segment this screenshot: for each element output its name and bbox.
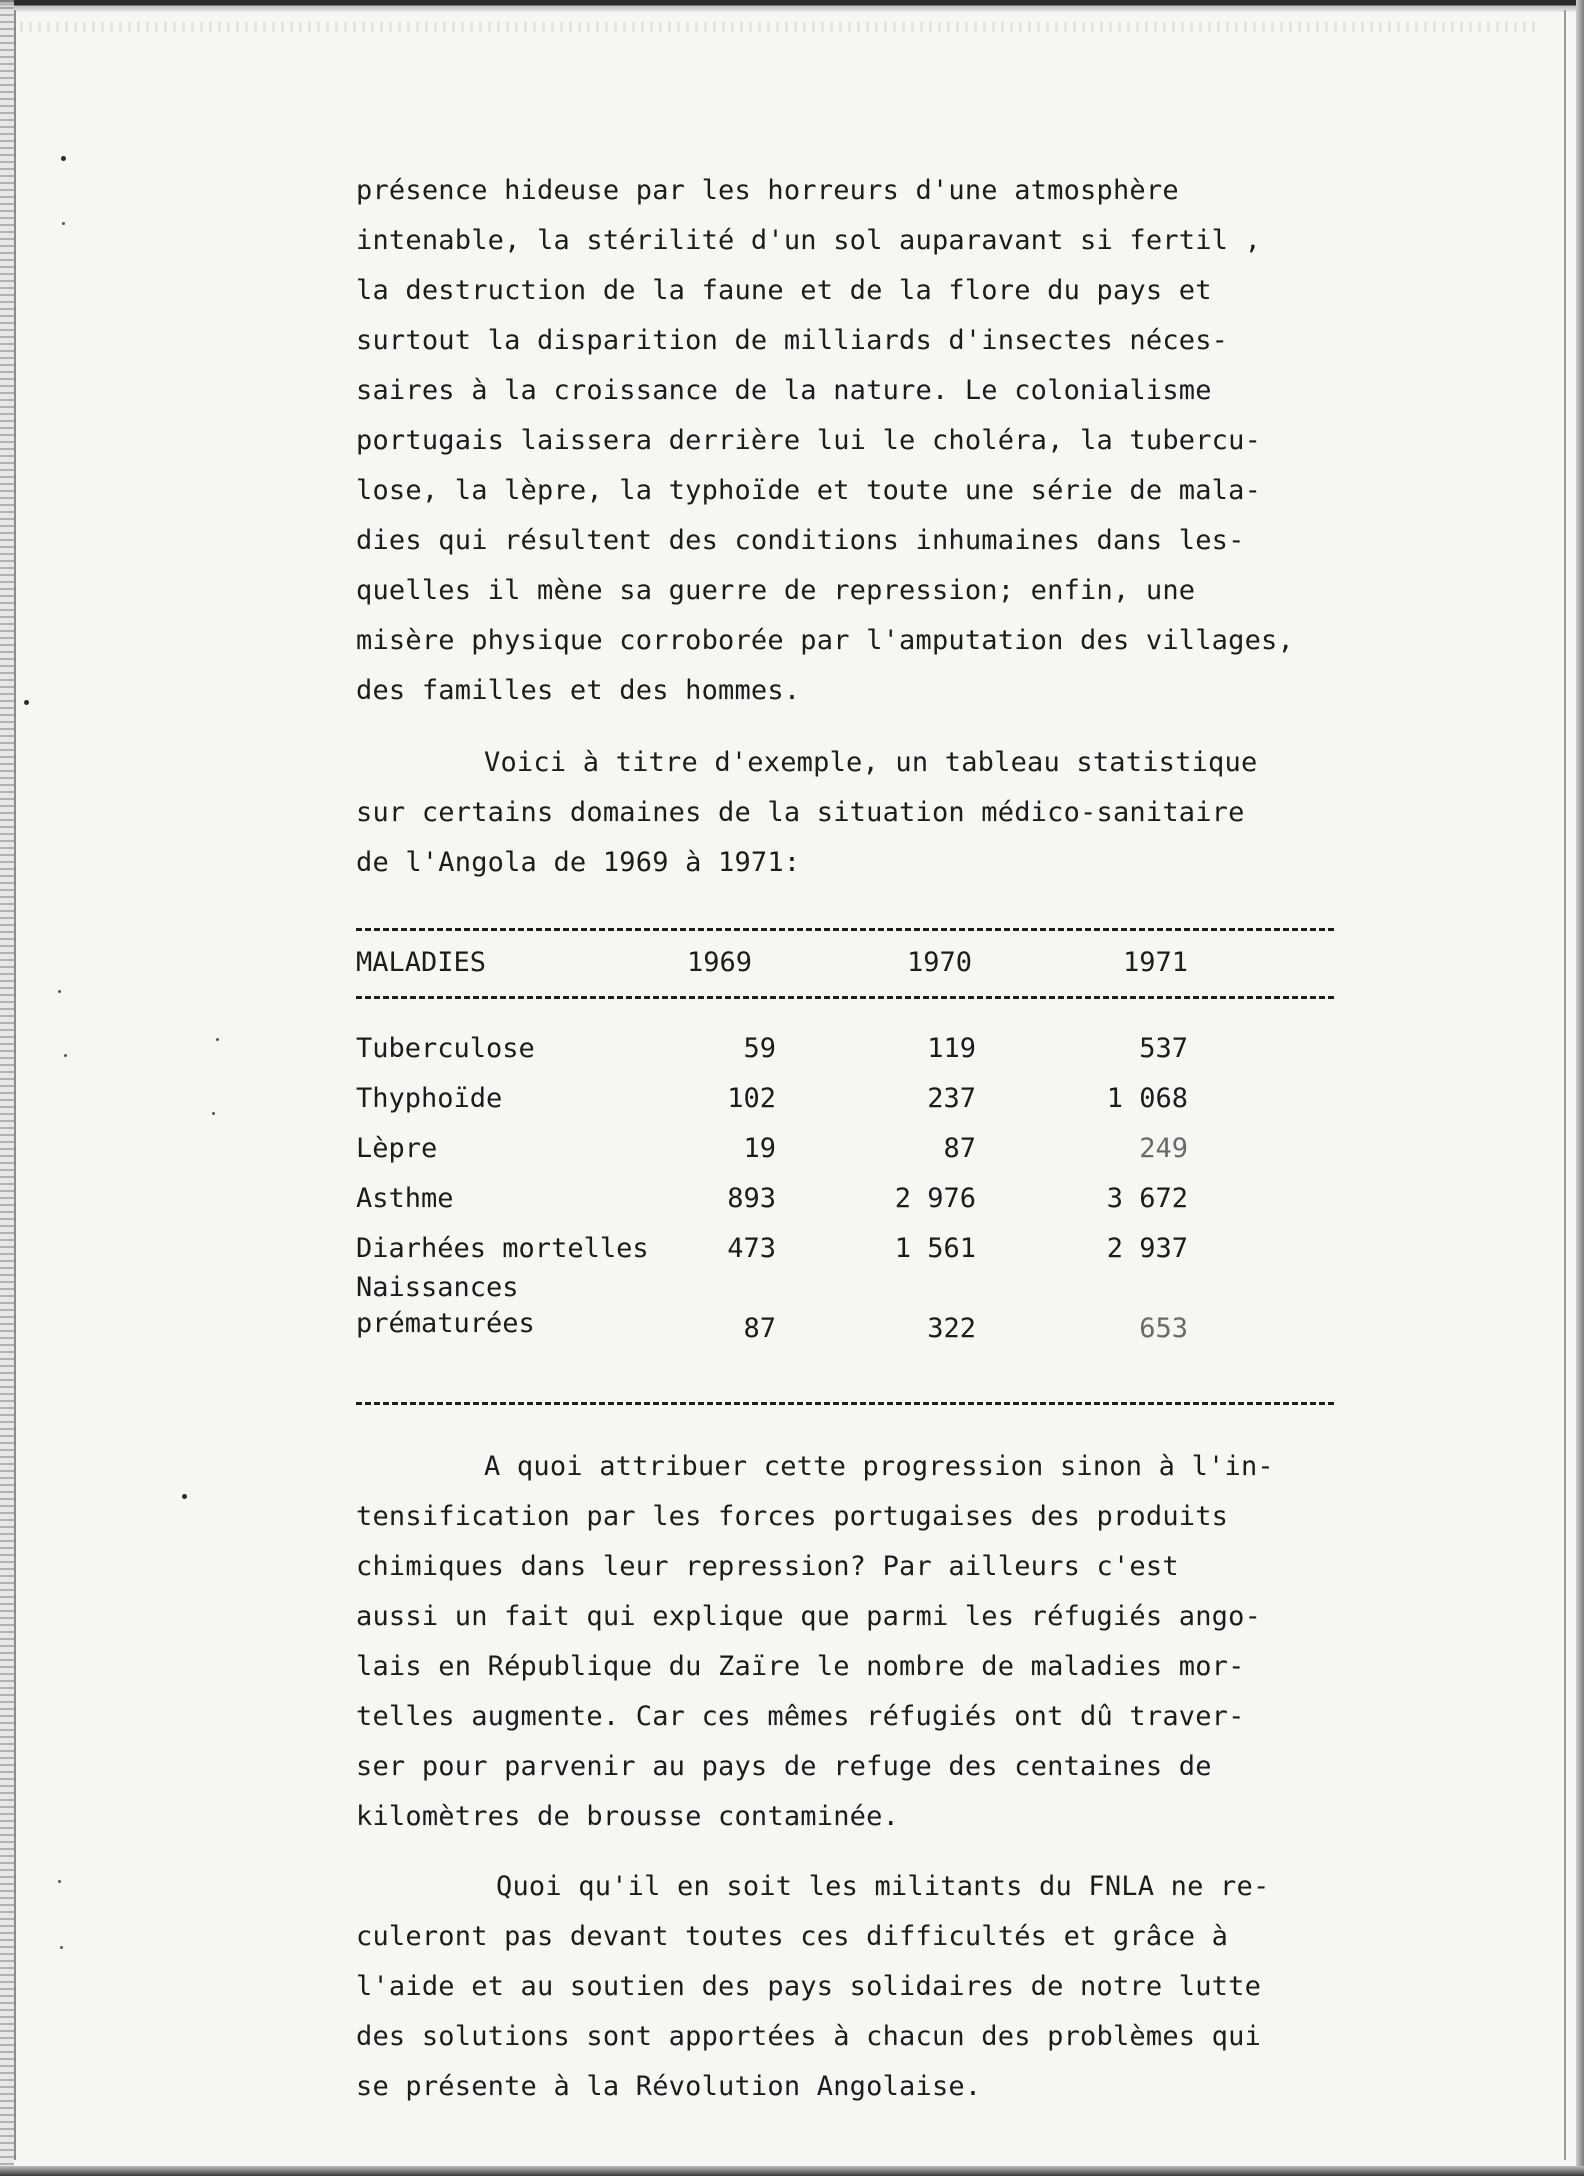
scan-speck bbox=[58, 1880, 61, 1883]
text-line: surtout la disparition de milliards d'insectes néces- bbox=[356, 325, 1229, 356]
text-line: culeront pas devant toutes ces difficultés et grâce à bbox=[356, 1921, 1229, 1952]
value-1969: 102 bbox=[727, 1083, 776, 1114]
table-rule-top bbox=[356, 928, 1334, 931]
value-1969: 473 bbox=[727, 1233, 776, 1264]
value-1971: 2 937 bbox=[1106, 1233, 1188, 1264]
text-line: quelles il mène sa guerre de repression; enfin, une bbox=[356, 575, 1196, 606]
header-1971: 1971 bbox=[1122, 947, 1188, 978]
header-1969: 1969 bbox=[686, 947, 752, 978]
scan-edge-right-line bbox=[1564, 10, 1566, 2160]
text-line: portugais laissera derrière lui le choléra, la tubercu- bbox=[356, 425, 1262, 456]
value-1970: 1 561 bbox=[894, 1233, 976, 1264]
text-line: saires à la croissance de la nature. Le colonialisme bbox=[356, 375, 1212, 406]
text-line: Quoi qu'il en soit les militants du FNLA ne re- bbox=[496, 1871, 1270, 1902]
row-label: Asthme bbox=[356, 1183, 454, 1214]
text-line: des familles et des hommes. bbox=[356, 675, 801, 706]
text-line: de l'Angola de 1969 à 1971: bbox=[356, 847, 801, 878]
value-1970: 322 bbox=[927, 1313, 976, 1344]
text-line: misère physique corroborée par l'amputation des villages, bbox=[356, 625, 1294, 656]
scan-speck bbox=[60, 1946, 63, 1949]
text-line: aussi un fait qui explique que parmi les réfugiés ango- bbox=[356, 1601, 1262, 1632]
scan-bleed-through bbox=[20, 22, 1540, 32]
value-1970: 2 976 bbox=[894, 1183, 976, 1214]
text-line: kilomètres de brousse contaminée. bbox=[356, 1801, 900, 1832]
paragraph-conclusion bbox=[356, 1862, 1356, 2112]
scan-edge-right bbox=[1576, 0, 1584, 2176]
text-line: ser pour parvenir au pays de refuge des centaines de bbox=[356, 1751, 1212, 1782]
scan-edge-left bbox=[0, 0, 14, 2176]
scan-edge-left-line bbox=[14, 10, 16, 2160]
header-1970: 1970 bbox=[906, 947, 972, 978]
row-label: Naissances prématurées bbox=[356, 1272, 535, 1339]
table-header-row bbox=[356, 938, 1336, 988]
text-line: présence hideuse par les horreurs d'une atmosphère bbox=[356, 175, 1179, 206]
text-line: la destruction de la faune et de la flore du pays et bbox=[356, 275, 1212, 306]
value-1971: 1 068 bbox=[1106, 1083, 1188, 1114]
statistics-table-header bbox=[356, 938, 1336, 988]
value-1971: 3 672 bbox=[1106, 1183, 1188, 1214]
paragraph-table-intro bbox=[356, 738, 1356, 888]
header-maladies: MALADIES bbox=[356, 947, 487, 978]
value-1969: 59 bbox=[743, 1033, 776, 1064]
scan-speck bbox=[62, 222, 65, 225]
value-1969: 19 bbox=[743, 1133, 776, 1164]
text-line: des solutions sont apportées à chacun des problèmes qui bbox=[356, 2021, 1262, 2052]
scan-speck bbox=[24, 700, 29, 705]
scan-speck bbox=[182, 1494, 187, 1499]
scan-speck bbox=[212, 1112, 215, 1115]
table-rule-header bbox=[356, 996, 1334, 999]
text-line: sur certains domaines de la situation médico-sanitaire bbox=[356, 797, 1245, 828]
value-1970: 237 bbox=[927, 1083, 976, 1114]
row-label: Thyphoïde bbox=[356, 1083, 503, 1114]
text-line: dies qui résultent des conditions inhumaines dans les- bbox=[356, 525, 1245, 556]
scan-speck bbox=[61, 156, 66, 161]
text-line: chimiques dans leur repression? Par ailleurs c'est bbox=[356, 1551, 1179, 1582]
text-line: lose, la lèpre, la typhoïde et toute une série de mala- bbox=[356, 475, 1262, 506]
paragraph-progression bbox=[356, 1442, 1356, 1842]
table-row bbox=[356, 1024, 1336, 1074]
scan-speck bbox=[216, 1038, 219, 1041]
text-line: tensification par les forces portugaises des produits bbox=[356, 1501, 1229, 1532]
text-line: telles augmente. Car ces mêmes réfugiés ont dû traver- bbox=[356, 1701, 1245, 1732]
value-1971: 653 bbox=[1139, 1313, 1188, 1344]
paragraph-intro bbox=[356, 166, 1356, 716]
text-line: l'aide et au soutien des pays solidaires de notre lutte bbox=[356, 1971, 1262, 2002]
row-label: Tuberculose bbox=[356, 1033, 535, 1064]
text-line: lais en République du Zaïre le nombre de maladies mor- bbox=[356, 1651, 1245, 1682]
table-row bbox=[356, 1074, 1336, 1124]
table-row bbox=[356, 1124, 1336, 1174]
scan-edge-bottom bbox=[0, 2166, 1584, 2176]
table-row bbox=[356, 1274, 1336, 1360]
table-row bbox=[356, 1224, 1336, 1274]
value-1969: 893 bbox=[727, 1183, 776, 1214]
value-1971: 537 bbox=[1139, 1033, 1188, 1064]
statistics-table-body bbox=[356, 1024, 1336, 1360]
value-1971: 249 bbox=[1139, 1133, 1188, 1164]
text-line: se présente à la Révolution Angolaise. bbox=[356, 2071, 982, 2102]
value-1970: 87 bbox=[943, 1133, 976, 1164]
scan-speck bbox=[64, 1054, 67, 1057]
scan-speck bbox=[58, 990, 61, 993]
text-line: A quoi attribuer cette progression sinon à l'in- bbox=[484, 1451, 1274, 1482]
text-line: intenable, la stérilité d'un sol auparavant si fertil , bbox=[356, 225, 1262, 256]
row-label: Lèpre bbox=[356, 1133, 438, 1164]
value-1969: 87 bbox=[743, 1313, 776, 1344]
table-rule-bottom bbox=[356, 1402, 1334, 1405]
text-line: Voici à titre d'exemple, un tableau statistique bbox=[484, 747, 1258, 778]
table-row bbox=[356, 1174, 1336, 1224]
row-label: Diarhées mortelles bbox=[356, 1233, 649, 1264]
scan-edge-top bbox=[0, 0, 1584, 12]
value-1970: 119 bbox=[927, 1033, 976, 1064]
